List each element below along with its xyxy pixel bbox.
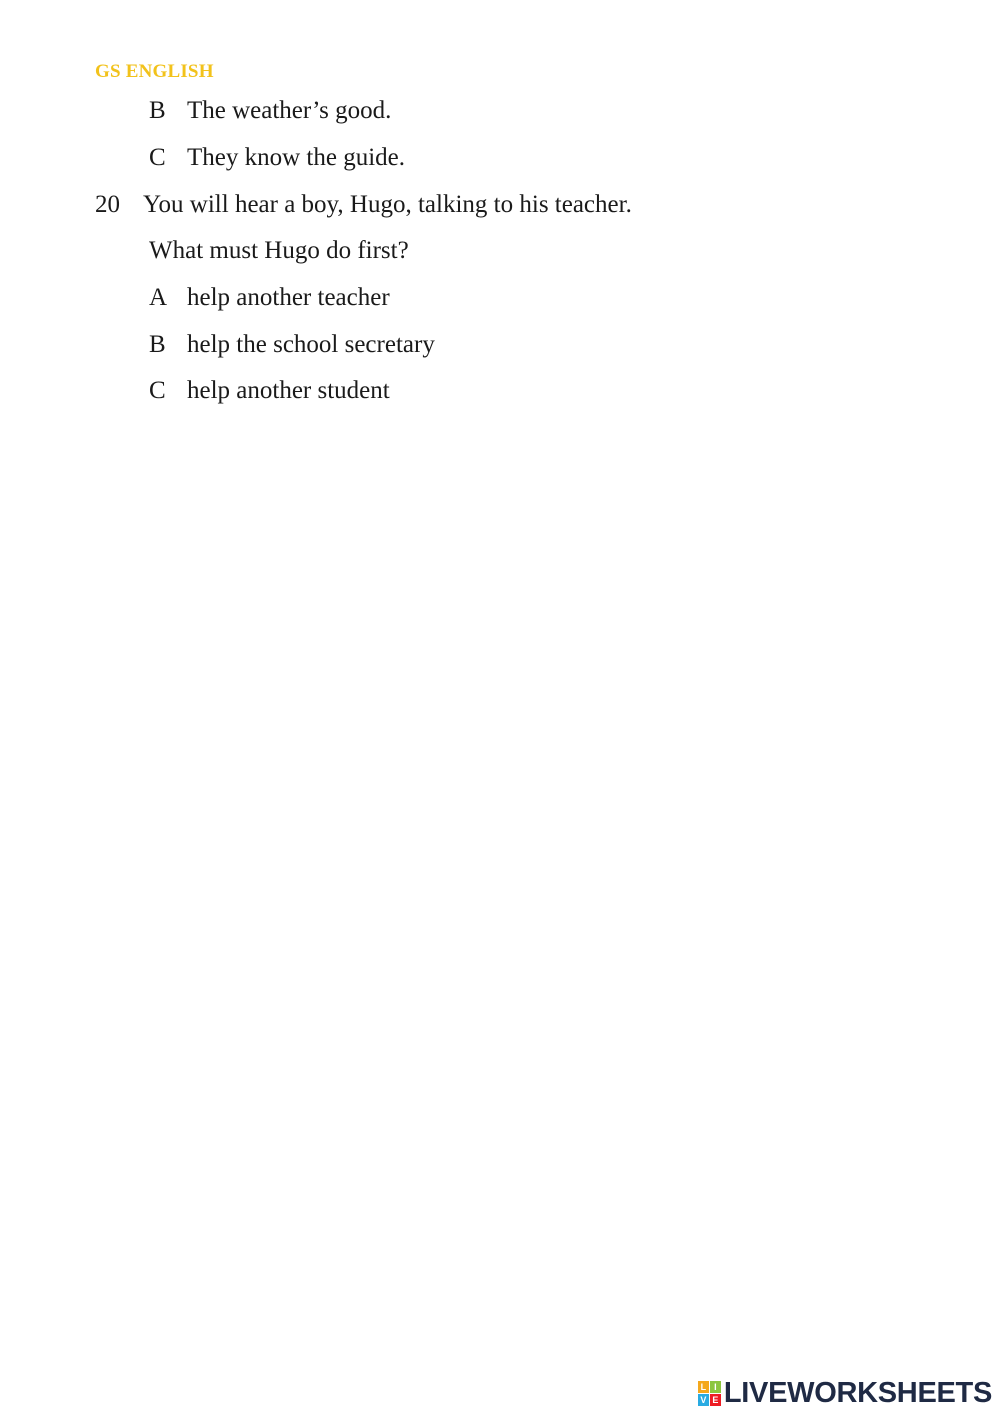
question-sub-prompt: What must Hugo do first? bbox=[149, 237, 409, 264]
option-letter: B bbox=[149, 331, 166, 358]
option-text: They know the guide. bbox=[187, 144, 406, 171]
logo-letter-l: L bbox=[698, 1381, 709, 1393]
option-letter: A bbox=[149, 284, 168, 311]
question-text: You will hear a boy, Hugo, talking to his teacher. bbox=[143, 191, 632, 218]
question-number: 20 bbox=[95, 191, 120, 218]
option-text: The weather’s good. bbox=[187, 97, 392, 124]
option-text: help the school secretary bbox=[187, 331, 435, 358]
logo-letter-v: V bbox=[698, 1394, 709, 1406]
option-c bbox=[149, 376, 390, 406]
logo-letter-i: I bbox=[710, 1381, 721, 1393]
option-c-prev bbox=[149, 143, 405, 173]
option-text: help another student bbox=[187, 377, 390, 404]
liveworksheets-logo bbox=[698, 1377, 992, 1409]
option-text: help another teacher bbox=[187, 284, 390, 311]
option-letter: C bbox=[149, 377, 166, 404]
question-prompt bbox=[95, 190, 632, 220]
option-b bbox=[149, 330, 435, 360]
option-b-prev bbox=[149, 96, 391, 126]
header-title: GS ENGLISH bbox=[95, 61, 214, 82]
option-letter: C bbox=[149, 144, 166, 171]
liveworksheets-logo-icon bbox=[698, 1381, 721, 1406]
brand-name: LIVEWORKSHEETS bbox=[723, 1376, 992, 1409]
option-letter: B bbox=[149, 97, 166, 124]
logo-letter-e: E bbox=[710, 1394, 721, 1406]
option-a bbox=[149, 283, 390, 313]
